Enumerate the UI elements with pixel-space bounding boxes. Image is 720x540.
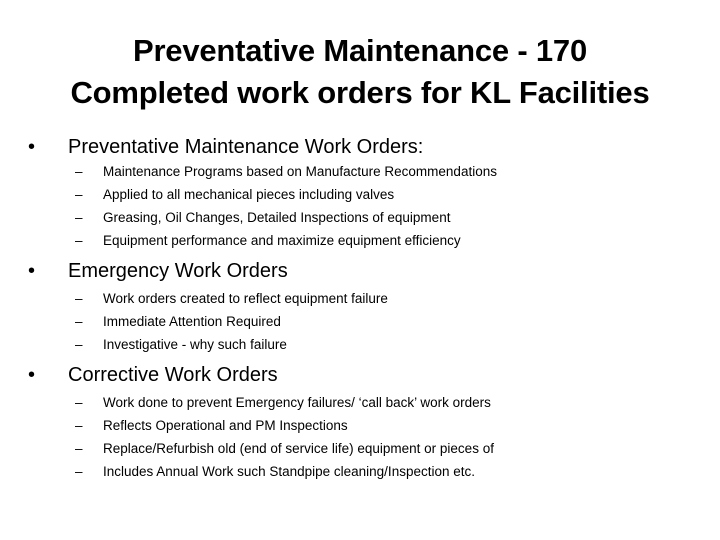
- list-item-text: Equipment performance and maximize equipment efficiency: [103, 233, 461, 248]
- dash-icon: –: [75, 233, 83, 248]
- title-line-1: Preventative Maintenance - 170: [132, 33, 588, 68]
- list-item-text: Investigative - why such failure: [103, 337, 287, 352]
- bullet-icon: •: [28, 260, 36, 282]
- section-heading: Preventative Maintenance Work Orders:: [68, 136, 424, 158]
- dash-icon: –: [75, 441, 83, 456]
- title-line-2: Completed work orders for KL Facilities: [70, 75, 650, 110]
- list-item-text: Immediate Attention Required: [103, 314, 281, 329]
- bullet-corrective: [28, 361, 278, 391]
- bullet-preventative: [28, 133, 424, 163]
- dash-icon: –: [75, 187, 83, 202]
- list-item-text: Maintenance Programs based on Manufacture Recommendations: [103, 164, 497, 179]
- dash-icon: –: [75, 210, 83, 225]
- list-item-text: Replace/Refurbish old (end of service life) equipment or pieces of: [103, 441, 494, 456]
- dash-icon: –: [75, 395, 83, 410]
- dash-icon: –: [75, 464, 83, 479]
- section-heading: Emergency Work Orders: [68, 260, 288, 282]
- dash-icon: –: [75, 337, 83, 352]
- slide-title: [20, 30, 700, 114]
- bullet-emergency: [28, 257, 288, 287]
- list-item-text: Work orders created to reflect equipment failure: [103, 291, 388, 306]
- list-item-text: Reflects Operational and PM Inspections: [103, 418, 348, 433]
- list-item-text: Greasing, Oil Changes, Detailed Inspections of equipment: [103, 210, 451, 225]
- section-heading: Corrective Work Orders: [68, 364, 278, 386]
- dash-icon: –: [75, 314, 83, 329]
- dash-icon: –: [75, 418, 83, 433]
- dash-icon: –: [75, 164, 83, 179]
- list-item-text: Work done to prevent Emergency failures/ ‘call back’ work orders: [103, 395, 491, 410]
- bullet-icon: •: [28, 136, 36, 158]
- dash-icon: –: [75, 291, 83, 306]
- list-item-text: Applied to all mechanical pieces including valves: [103, 187, 395, 202]
- bullet-icon: •: [28, 364, 36, 386]
- list-item-text: Includes Annual Work such Standpipe cleaning/Inspection etc.: [103, 464, 475, 479]
